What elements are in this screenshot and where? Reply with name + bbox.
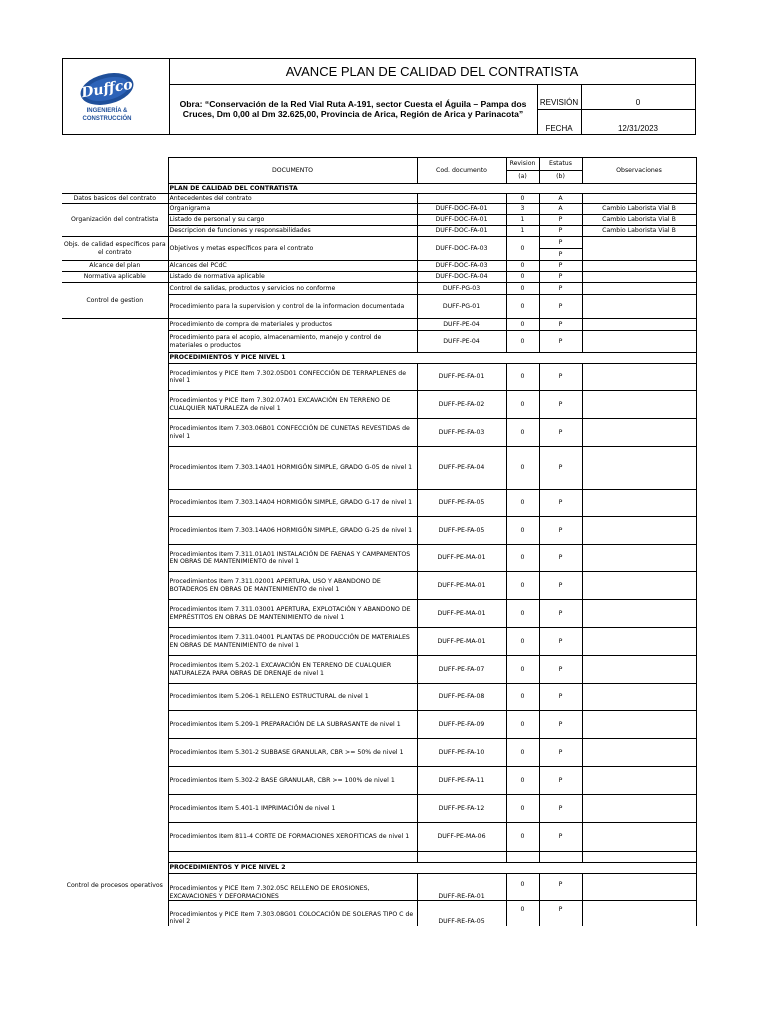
revision-label: REVISIÓN <box>539 98 579 107</box>
col-sub-revision: (a) <box>506 171 539 184</box>
logo-tagline-2: CONSTRUCCIÓN <box>82 116 132 122</box>
company-logo <box>63 59 170 134</box>
col-header-observaciones: Observaciones <box>582 158 696 184</box>
table-row: Descripcion de funciones y responsabilidades <box>168 226 417 237</box>
table-row: Procedimientos Item 5.401-1 IMPRIMACIÓN de nivel 1 <box>168 795 417 823</box>
table-row: Procedimientos Item 5.301-2 SUBBASE GRANULAR, CBR >= 50% de nivel 1 <box>168 739 417 767</box>
table-row: Procedimientos y PICE Item 7.302.05D01 CONFECCIÓN DE TERRAPLENES de nivel 1 <box>168 364 417 391</box>
logo-tagline-1: INGENIERÍA & <box>86 108 128 114</box>
category-alcance: Alcance del plan <box>62 261 168 272</box>
table-row: Procedimientos Item 7.303.06B01 CONFECCIÓN DE CUNETAS REVESTIDAS de nivel 1 <box>168 419 417 447</box>
table-row: Alcances del PCdC <box>168 261 417 272</box>
table-row: Procedimientos Item 5.206-1 RELLENO ESTRUCTURAL de nivel 1 <box>168 684 417 711</box>
table-row: Procedimiento de compra de materiales y productos <box>168 319 417 331</box>
section-nivel1: PROCEDIMIENTOS Y PICE NIVEL 1 <box>168 353 696 364</box>
table-row: Procedimientos y PICE Item 7.302.07A01 EXCAVACIÓN EN TERRENO DE CUALQUIER NATURALEZA de nivel 1 <box>168 391 417 419</box>
category-normativa: Normativa aplicable <box>62 272 168 283</box>
table-row: Procedimientos Item 5.202-1 EXCAVACIÓN EN TERRENO DE CUALQUIER NATURALEZA PARA OBRAS DE DRENAJE de nivel 1 <box>168 656 417 684</box>
table-row: Procedimientos Item 7.311.01A01 INSTALACIÓN DE FAENAS Y CAMPAMENTOS EN OBRAS DE MANTENIMIENTO de nivel 1 <box>168 545 417 572</box>
revision-value: 0 <box>635 98 641 107</box>
col-header-cod: Cod. documento <box>417 158 506 184</box>
table-row: Listado de normativa aplicable <box>168 272 417 283</box>
document-header <box>62 58 696 135</box>
table-row: Antecedentes del contrato <box>168 194 417 204</box>
table-row: Procedimientos Item 7.311.03001 APERTURA, EXPLOTACIÓN Y ABANDONO DE EMPRÉSTITOS EN OBRAS DE MANTENIMIENTO de nivel 1 <box>168 600 417 628</box>
table-row: Procedimientos Item 811-4 CORTE DE FORMACIONES XEROFITICAS de nivel 1 <box>168 823 417 852</box>
category-objs: Objs. de calidad específicos para el contrato <box>62 237 168 261</box>
col-sub-estatus: (b) <box>539 171 582 184</box>
section-plan: PLAN DE CALIDAD DEL CONTRATISTA <box>168 184 696 194</box>
table-row: Objetivos y metas específicos para el contrato <box>168 237 417 261</box>
table-row: Procedimientos Item 5.209-1 PREPARACIÓN DE LA SUBRASANTE de nivel 1 <box>168 711 417 739</box>
table-row: Procedimientos Item 7.303.14A04 HORMIGÓN SIMPLE, GRADO G-17 de nivel 1 <box>168 490 417 517</box>
fecha-label: FECHA <box>545 124 573 133</box>
table-row: Procedimientos Item 7.311.04001 PLANTAS DE PRODUCCIÓN DE MATERIALES EN OBRAS DE MANTENIMIENTO de nivel 1 <box>168 628 417 656</box>
table-row: Procedimientos Item 7.311.02001 APERTURA, USO Y ABANDONO DE BOTADEROS EN OBRAS DE MANTENIMIENTO de nivel 1 <box>168 572 417 600</box>
category-control-gestion: Control de gestion <box>62 283 168 319</box>
table-row: Listado de personal y su cargo <box>168 215 417 226</box>
document-title: AVANCE PLAN DE CALIDAD DEL CONTRATISTA <box>169 59 695 85</box>
category-control-procesos: Control de procesos operativos <box>62 319 168 926</box>
obra-description: Obra: “Conservación de la Red Vial Ruta A-191, sector Cuesta el Águila – Pampa dos Cruces, Dm 0,00 al Dm 32.625,00, Provincia de Arica, Región de Arica y Parinacota” <box>179 99 527 119</box>
duffco-logo-icon <box>63 59 169 134</box>
table-row: Organigrama <box>168 204 417 215</box>
section-nivel2: PROCEDIMIENTOS Y PICE NIVEL 2 <box>168 863 696 874</box>
category-organizacion: Organización del contratista <box>62 204 168 237</box>
col-header-revision: Revision <box>506 158 539 171</box>
table-row: Procedimientos Item 5.302-2 BASE GRANULAR, CBR >= 100% de nivel 1 <box>168 767 417 795</box>
quality-plan-table: DOCUMENTO Cod. documento Revision Estatus Observaciones (a) (b) PLAN DE CALIDAD DEL CONTRATISTA Datos basicos del contrato Antecedentes del contrato 0 A Organización del contratista Organigrama DUFF-DOC-FA-01 3 A Cambio Laborista Vial B Listado de personal y su cargo DUFF-DOC-FA-01 1 P Cambio Laborista Vial B Descripcion de funciones y responsabilidades DUFF-DOC-FA-01 1 P Cambio Laborista Vial B Objs. de calidad específicos para el contrato Objetivos y metas específicos para el contrato DUFF-DOC-FA-03 0 P P Alcance del plan Alcances del PCdC DUFF-DOC-FA-03 0 P Normativa aplicable Listado de normativa aplicable DUFF-DOC-FA-04 0 P Control de gestion Control de salidas, productos y servicios no conforme DUFF-PG-03 0 P Procedimiento para la supervision y control de la informacion documentada DUFF-PG-01 0 P Control de procesos operativos Procedimiento de compra de materiales y productos DUFF-PE-04 0 P Procedimiento para el acopio, almacenamiento, manejo y control de materiales o productos DUFF-PE-04 0 P PROCEDIMIENTOS Y PICE NIVEL 1 Procedimientos y PICE Item 7.302.05D01 CONFECCIÓN DE TERRAPLENES de nivel 1 DUFF-PE-FA-01 0 P Procedimientos y PICE Item 7.302.07A01 EXCAVACIÓN EN TERRENO DE CUALQUIER NATURALEZA de nivel 1 DUFF-PE-FA-02 0 P Procedimientos Item 7.303.06B01 CONFECCIÓN DE CUNETAS REVESTIDAS de nivel 1 DUFF-PE-FA-03 0 P Procedimientos Item 7.303.14A01 HORMIGÓN SIMPLE, GRADO G-05 de nivel 1 DUFF-PE-FA-04 0 P Procedimientos Item 7.303.14A04 HORMIGÓN SIMPLE, GRADO G-17 de nivel 1 DUFF-PE-FA-05 0 P Procedimientos Item 7.303.14A06 HORMIGÓN SIMPLE, GRADO G-25 de nivel 1 DUFF-PE-FA-05 0 P Procedimientos Item 7.311.01A01 INSTALACIÓN DE FAENAS Y CAMPAMENTOS EN OBRAS DE MANTENIMIENTO de nivel 1 DUFF-PE-MA-01 0 P Procedimientos Item 7.311.02001 APERTURA, USO Y ABANDONO DE BOTADEROS EN OBRAS DE MANTENIMIENTO de nivel 1 DUFF-PE-MA-01 0 P Procedimientos Item 7.311.03001 APERTURA, EXPLOTACIÓN Y ABANDONO DE EMPRÉSTITOS EN OBRAS DE MANTENIMIENTO de nivel 1 DUFF-PE-MA-01 0 P Procedimientos Item 7.311.04001 PLANTAS DE PRODUCCIÓN DE MATERIALES EN OBRAS DE MANTENIMIENTO de nivel 1 DUFF-PE-MA-01 0 P Procedimientos Item 5.202-1 EXCAVACIÓN EN TERRENO DE CUALQUIER NATURALEZA PARA OBRAS DE DRENAJE de nivel 1 DUFF-PE-FA-07 0 P Procedimientos Item 5.206-1 RELLENO ESTRUCTURAL de nivel 1 DUFF-PE-FA-08 0 P Procedimientos Item 5.209-1 PREPARACIÓN DE LA SUBRASANTE de nivel 1 DUFF-PE-FA-09 0 P Procedimientos Item 5.301-2 SUBBASE GRANULAR, CBR >= 50% de nivel 1 DUFF-PE-FA-10 0 P Procedimientos Item 5.302-2 BASE GRANULAR, CBR >= 100% de nivel 1 DUFF-PE-FA-11 0 P Procedimientos Item 5.401-1 IMPRIMACIÓN de nivel 1 DUFF-PE-FA-12 0 P Procedimientos Item 811-4 CORTE DE FORMACIONES XEROFITICAS de nivel 1 DUFF-PE-MA-06 0 P PROCEDIMIENTOS Y PICE NIVEL 2 Procedimientos y PICE Item 7.302.05C RELLENO DE EROSIONES, EXCAVACIONES Y DEFORMACIONES DUFF-RE-FA-01 0 P Procedimientos y PICE Item 7.303.08G01 COLOCACIÓN DE SOLERAS TIPO C de nivel 2 DUFF-RE-FA-05 0 P <box>62 157 697 926</box>
col-header-documento: DOCUMENTO <box>168 158 417 184</box>
empty-row <box>168 852 417 863</box>
svg-text:Duffco: Duffco <box>80 76 134 102</box>
fecha-value: 12/31/2023 <box>617 124 659 133</box>
table-row: Control de salidas, productos y servicios no conforme <box>168 283 417 295</box>
col-header-estatus: Estatus <box>539 158 582 171</box>
table-row: Procedimientos y PICE Item 7.303.08G01 COLOCACIÓN DE SOLERAS TIPO C de nivel 2 <box>168 901 417 926</box>
table-row: Procedimientos Item 7.303.14A01 HORMIGÓN SIMPLE, GRADO G-05 de nivel 1 <box>168 447 417 490</box>
table-row: Procedimiento para el acopio, almacenamiento, manejo y control de materiales o productos <box>168 331 417 353</box>
table-row: Procedimientos Item 7.303.14A06 HORMIGÓN SIMPLE, GRADO G-25 de nivel 1 <box>168 517 417 545</box>
table-row: Procedimiento para la supervision y control de la informacion documentada <box>168 295 417 319</box>
category-datos: Datos basicos del contrato <box>62 194 168 204</box>
table-row: Procedimientos y PICE Item 7.302.05C RELLENO DE EROSIONES, EXCAVACIONES Y DEFORMACIONES <box>168 874 417 901</box>
